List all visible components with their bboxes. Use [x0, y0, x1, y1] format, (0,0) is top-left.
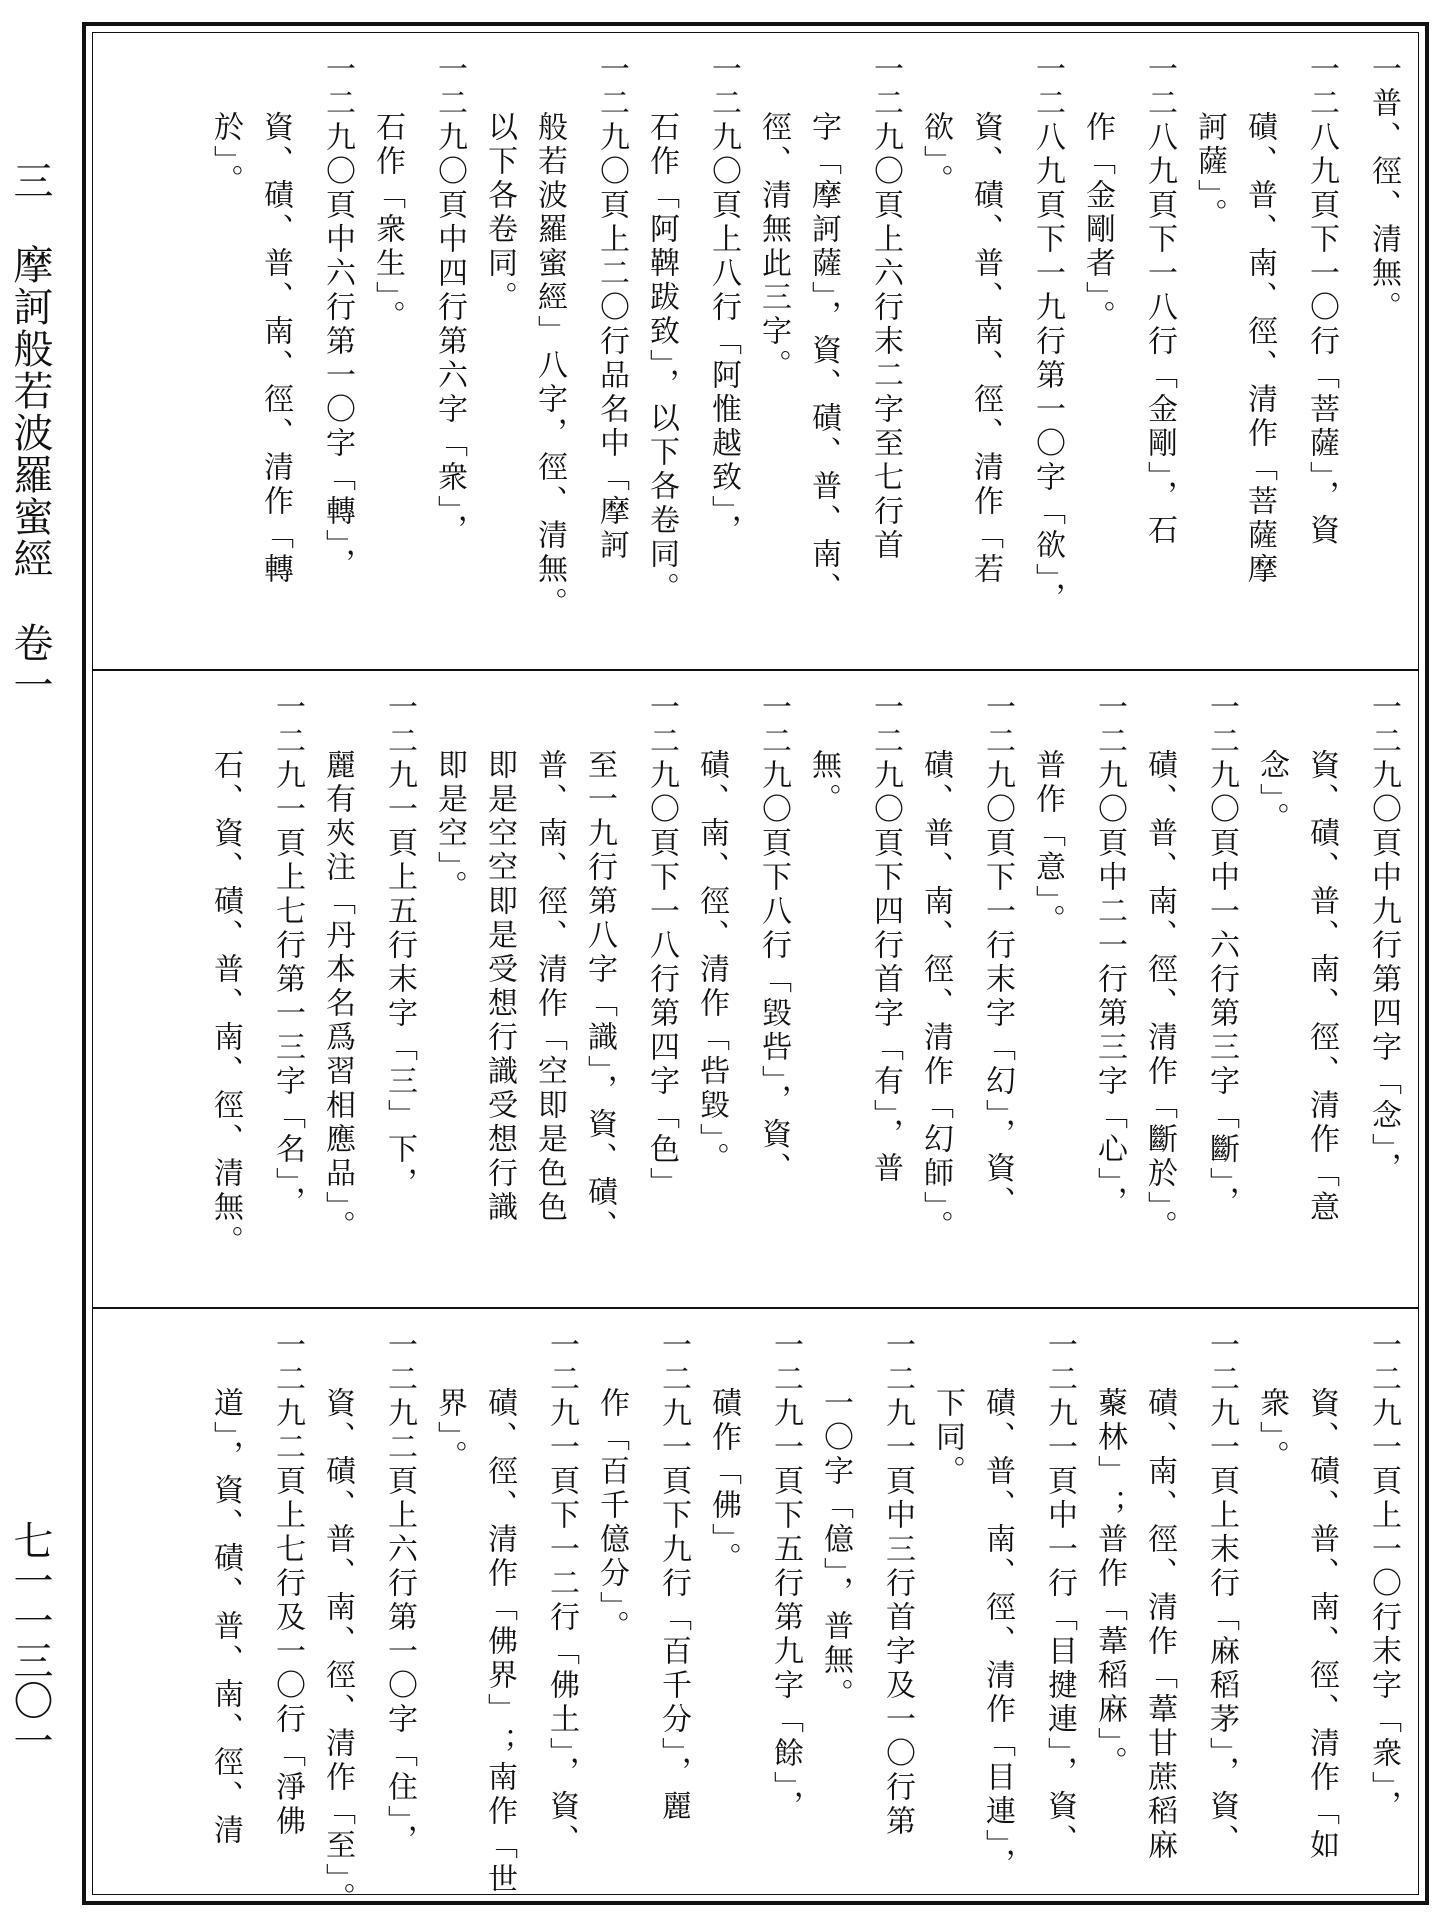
running-title: 三 摩訶般若波羅蜜經 卷一 — [7, 160, 53, 706]
collation-entry: 一二九〇頁下一行末字「幻」，資、 — [980, 691, 1015, 1220]
collation-entry: 一二九一頁下九行「百千分」，麗 — [656, 1329, 691, 1824]
collation-continuation: 磧、南、徑、清作「呰毀」。 — [694, 749, 729, 1176]
collation-continuation: 衆」。 — [1254, 1387, 1289, 1474]
text-column — [686, 691, 736, 1297]
collation-entry: 一二九二頁上七行及一〇行「淨佛 — [270, 1329, 305, 1839]
text-column — [748, 691, 798, 1297]
text-column — [1358, 53, 1408, 659]
collation-entry: 一二九一頁下五行第九字「餘」， — [768, 1329, 803, 1824]
collation-continuation: 石作「阿鞞跋致」，以下各卷同。 — [644, 111, 679, 606]
text-column — [374, 691, 424, 1297]
collation-continuation: 作「金剛者」。 — [1080, 111, 1115, 334]
collation-continuation: 普、南、徑、清作「空即是色色 — [532, 749, 567, 1225]
collation-continuation: 磧、普、南、徑、清作「目連」， — [980, 1387, 1015, 1882]
page-frame — [82, 22, 1429, 1916]
text-column — [312, 1329, 362, 1916]
text-column — [1072, 53, 1122, 659]
collation-continuation: 磧、普、南、徑、清作「菩薩摩 — [1242, 111, 1277, 587]
text-column — [536, 1329, 586, 1895]
text-column — [872, 1329, 922, 1895]
columns-middle — [115, 691, 1408, 1297]
text-column — [200, 1329, 250, 1895]
collation-continuation: 念」。 — [1254, 749, 1289, 836]
text-column — [374, 1329, 424, 1895]
text-column — [1246, 691, 1296, 1297]
collation-entry: 一二九〇頁上二〇行品名中「摩訶 — [594, 53, 629, 563]
text-column — [1084, 1329, 1134, 1895]
text-column — [798, 53, 848, 659]
text-column — [1246, 1329, 1296, 1895]
text-column — [972, 691, 1022, 1297]
collation-continuation: 於」。 — [208, 111, 243, 198]
collation-continuation: 石、資、磧、普、南、徑、清無。 — [208, 749, 243, 1259]
collation-continuation: 磧、普、南、徑、清作「斷於」。 — [1142, 749, 1177, 1244]
collation-continuation: 一〇字「億」，普無。 — [818, 1387, 853, 1712]
text-column — [860, 691, 910, 1297]
text-column — [698, 53, 748, 659]
collation-entry: 一二九一頁下一二行「佛土」，資、 — [544, 1329, 579, 1858]
text-column — [972, 1329, 1022, 1895]
text-column — [524, 691, 574, 1297]
collation-continuation: 界」。 — [432, 1387, 467, 1474]
text-column — [586, 53, 636, 659]
text-column — [636, 691, 686, 1297]
text-column — [474, 1329, 524, 1895]
collation-continuation: 磧、普、南、徑、清作「幻師」。 — [918, 749, 953, 1244]
collation-entry: 一二九二頁上六行第一〇字「住」， — [382, 1329, 417, 1858]
text-column — [798, 691, 848, 1297]
register-middle — [93, 671, 1418, 1309]
collation-entry: 一二九一頁上末行「麻稻茅」，資、 — [1204, 1329, 1239, 1858]
columns-upper — [115, 53, 1408, 659]
collation-entry: 一二九一頁上五行末字「三」下， — [382, 691, 417, 1201]
text-column — [474, 691, 524, 1297]
collation-continuation: 字「摩訶薩」，資、磧、普、南、 — [806, 111, 841, 606]
text-column — [312, 53, 362, 659]
collation-entry: 一二八九頁下一八行「金剛」，石 — [1142, 53, 1177, 548]
text-column — [1134, 53, 1184, 659]
text-column — [200, 53, 250, 659]
collation-continuation: 藂林」；普作「葦稻麻」。 — [1092, 1387, 1127, 1780]
collation-continuation: 普作「意」。 — [1030, 749, 1065, 938]
collation-entry: 一二九一頁上一〇行末字「衆」， — [1366, 1329, 1401, 1824]
register-lower — [93, 1309, 1418, 1916]
collation-entry: 一二八九頁下一九行第一〇字「欲」， — [1030, 53, 1065, 616]
text-column — [1184, 53, 1234, 659]
text-column — [810, 1329, 860, 1895]
text-column — [524, 53, 574, 659]
collation-continuation: 資、磧、普、南、徑、清作「如 — [1304, 1387, 1339, 1863]
text-column — [474, 53, 524, 659]
text-column — [960, 53, 1010, 659]
text-column — [648, 1329, 698, 1895]
text-column — [574, 691, 624, 1297]
collation-continuation: 徑、清無此三字。 — [756, 111, 791, 383]
text-column — [1358, 1329, 1408, 1895]
text-column — [1358, 691, 1408, 1297]
collation-continuation: 資、磧、普、南、徑、清作「意 — [1304, 749, 1339, 1225]
collation-continuation: 磧、徑、清作「佛界」；南作「世 — [482, 1387, 517, 1897]
columns-lower — [115, 1329, 1408, 1916]
text-column — [424, 1329, 474, 1895]
text-column — [1196, 1329, 1246, 1895]
text-column — [586, 1329, 636, 1895]
text-column — [1296, 53, 1346, 659]
collation-continuation: 般若波羅蜜經」八字，徑、清無。 — [532, 111, 567, 621]
text-column — [1022, 53, 1072, 659]
collation-continuation: 下同。 — [930, 1387, 965, 1489]
text-column — [250, 53, 300, 659]
text-column — [1196, 691, 1246, 1297]
text-column — [636, 53, 686, 659]
collation-continuation: 石作「衆生」。 — [370, 111, 405, 334]
text-column — [1296, 1329, 1346, 1895]
text-column — [200, 691, 250, 1297]
text-column — [312, 691, 362, 1297]
page-number: 七一一三〇一 — [7, 1520, 53, 1760]
page-margin — [0, 0, 60, 1917]
collation-continuation: 磧作「佛」。 — [706, 1387, 741, 1576]
collation-entry: 一二九〇頁下四行首字「有」，普 — [868, 691, 903, 1186]
text-column — [1296, 691, 1346, 1297]
text-column — [1034, 1329, 1084, 1895]
collation-entry: 一二九〇頁下一八行第四字「色」 — [644, 691, 679, 1201]
text-column — [1134, 691, 1184, 1297]
collation-entry: 一二九〇頁中一六行第三字「斷」， — [1204, 691, 1239, 1220]
collation-continuation: 無。 — [806, 749, 841, 817]
text-column — [860, 53, 910, 659]
collation-continuation: 麗有夾注「丹本名爲習相應品」。 — [320, 749, 355, 1244]
collation-continuation: 資、磧、普、南、徑、清作「若 — [968, 111, 1003, 587]
collation-continuation: 資、磧、普、南、徑、清作「轉 — [258, 111, 293, 587]
text-column — [922, 1329, 972, 1895]
collation-entry: 一二八九頁下一〇行「菩薩」，資 — [1304, 53, 1339, 548]
collation-entry: 一二九〇頁下八行「毀呰」，資、 — [756, 691, 791, 1186]
text-column — [1234, 53, 1284, 659]
collation-entry: 一二九〇頁中九行第四字「念」， — [1366, 691, 1401, 1186]
collation-continuation: 作「百千億分」。 — [594, 1387, 629, 1644]
text-column — [362, 53, 412, 659]
collation-continuation: 磧、南、徑、清作「葦甘蔗稻麻 — [1142, 1387, 1177, 1863]
collation-entry: 一二九〇頁中二一行第三字「心」， — [1092, 691, 1127, 1220]
collation-continuation: 道」，資、磧、普、南、徑、清 — [208, 1387, 243, 1848]
text-column — [1022, 691, 1072, 1297]
collation-continuation: 欲」。 — [918, 111, 953, 198]
page-frame-inner — [92, 32, 1419, 1916]
collation-continuation: 資、磧、普、南、徑、清作「至」。 — [320, 1387, 355, 1916]
collation-continuation: 訶薩」。 — [1192, 111, 1227, 232]
text-column — [910, 691, 960, 1297]
text-column — [424, 691, 474, 1297]
register-upper — [93, 33, 1418, 671]
collation-entry: 一二九一頁中三行首字及一〇行第 — [880, 1329, 915, 1839]
collation-continuation: 以下各卷同。 — [482, 111, 517, 315]
text-column — [698, 1329, 748, 1895]
text-column — [748, 53, 798, 659]
text-column — [424, 53, 474, 659]
text-column — [262, 691, 312, 1297]
text-column — [262, 1329, 312, 1895]
text-column — [910, 53, 960, 659]
collation-entry: 一二九一頁上七行第一三字「名」， — [270, 691, 305, 1220]
collation-entry: 一普、徑、清無。 — [1366, 53, 1401, 325]
text-column — [1084, 691, 1134, 1297]
collation-entry: 一二九〇頁中六行第一〇字「轉」， — [320, 53, 355, 582]
text-column — [1134, 1329, 1184, 1895]
text-column — [760, 1329, 810, 1895]
collation-entry: 一二九一頁中一行「目揵連」，資、 — [1042, 1329, 1077, 1858]
collation-entry: 一二九〇頁上六行末二字至七行首 — [868, 53, 903, 563]
collation-continuation: 至一九行第八字「識」，資、磧、 — [582, 749, 617, 1244]
collation-entry: 一二九〇頁上八行「阿惟越致」， — [706, 53, 741, 548]
collation-continuation: 即是空」。 — [432, 749, 467, 904]
collation-entry: 一二九〇頁中四行第六字「衆」， — [432, 53, 467, 548]
collation-continuation: 即是空空即是受想行識受想行識 — [482, 749, 517, 1225]
